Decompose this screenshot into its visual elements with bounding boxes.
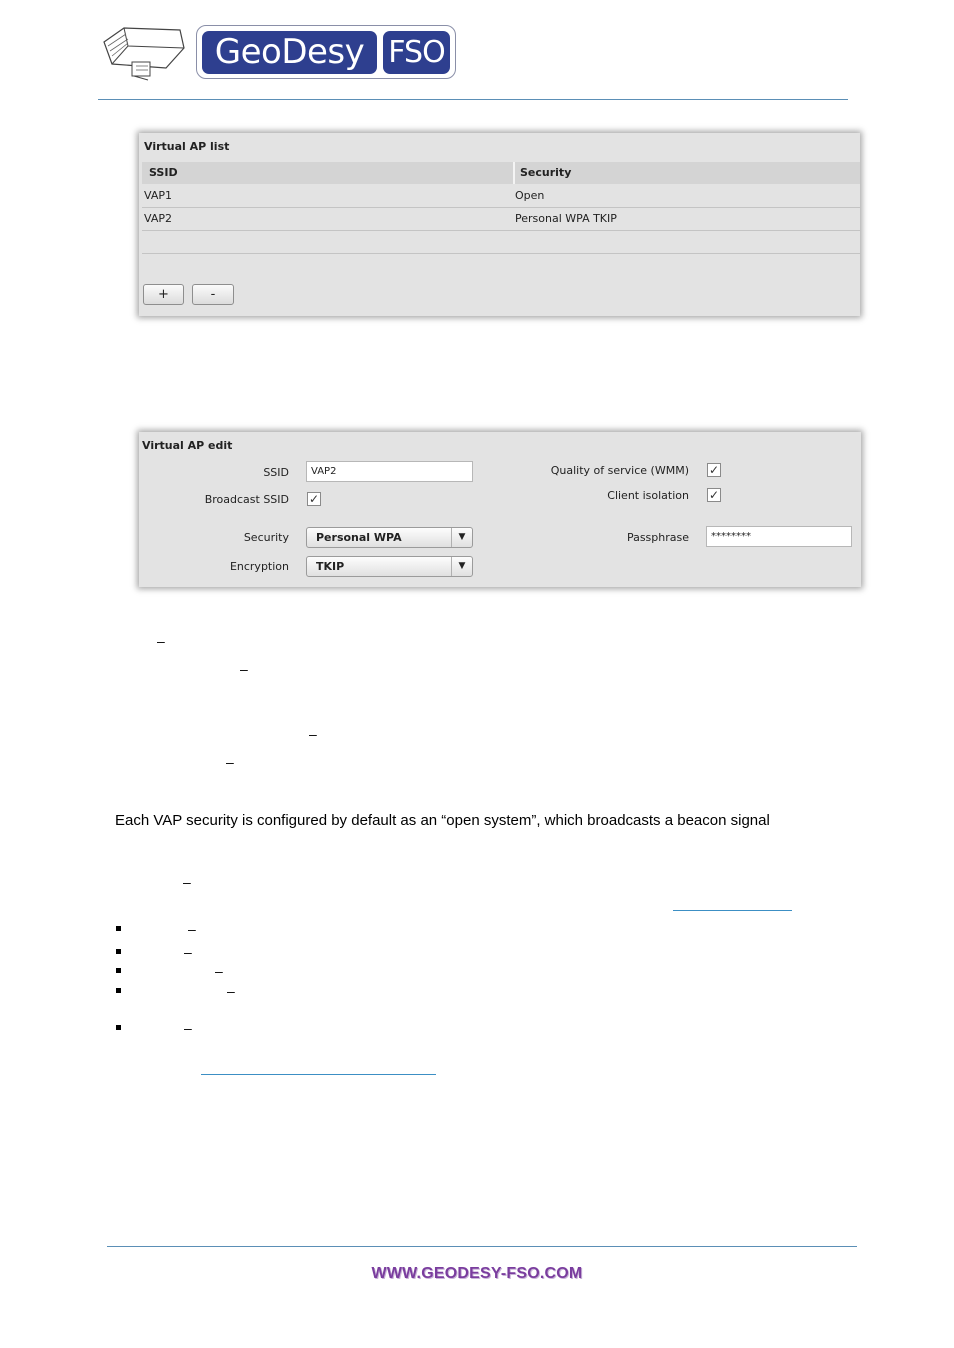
link-underline[interactable]: [201, 1074, 436, 1075]
security-select-value: Personal WPA: [316, 531, 402, 544]
panel-title: Virtual AP edit: [142, 439, 233, 452]
security-select[interactable]: [306, 527, 473, 548]
bullet-marker: [116, 949, 121, 954]
qos-label: Quality of service (WMM): [550, 464, 689, 477]
bullet-marker: [116, 968, 121, 973]
ssid-input[interactable]: VAP2: [306, 461, 473, 482]
security-label: Security: [243, 531, 289, 544]
dash-mark: –: [157, 633, 165, 649]
encryption-select-value: TKIP: [316, 560, 345, 573]
chevron-down-icon: ▼: [451, 528, 472, 547]
client-isolation-checkbox[interactable]: ✓: [708, 488, 720, 502]
ssid-label: SSID: [263, 466, 289, 479]
dash-mark: –: [183, 874, 191, 890]
dash-mark: –: [188, 921, 196, 937]
column-header-ssid[interactable]: SSID: [149, 166, 178, 179]
qos-checkbox[interactable]: ✓: [708, 463, 720, 477]
remove-vap-button[interactable]: -: [192, 284, 234, 305]
bullet-marker: [116, 926, 121, 931]
dash-mark: –: [184, 944, 192, 960]
camera-housing-icon: [102, 24, 186, 82]
client-isolation-label: Client isolation: [607, 489, 689, 502]
dash-mark: –: [215, 963, 223, 979]
virtual-ap-list-panel: [139, 133, 860, 316]
table-row[interactable]: [142, 208, 860, 231]
footer-website-link[interactable]: WWW.GEODESY-FSO.COM: [371, 1265, 583, 1282]
broadcast-ssid-label: Broadcast SSID: [204, 493, 289, 506]
header-divider: [98, 99, 848, 100]
link-underline[interactable]: [673, 910, 792, 911]
logo-badge: FSO: [383, 31, 450, 74]
dash-mark: –: [227, 983, 235, 999]
dash-mark: –: [240, 661, 248, 677]
encryption-label: Encryption: [229, 560, 289, 573]
body-paragraph: Each VAP security is configured by default as an “open system”, which broadcasts a beacon signal: [115, 812, 770, 829]
encryption-select[interactable]: [306, 556, 473, 577]
column-divider: [513, 162, 515, 184]
chevron-down-icon: ▼: [451, 557, 472, 576]
row-security: Personal WPA TKIP: [515, 212, 617, 225]
bullet-marker: [116, 988, 121, 993]
footer-divider: [107, 1246, 857, 1247]
dash-mark: –: [184, 1020, 192, 1036]
row-security: Open: [515, 189, 545, 202]
row-ssid: VAP1: [144, 189, 172, 202]
broadcast-ssid-checkbox[interactable]: ✓: [308, 492, 320, 506]
column-header-security[interactable]: Security: [520, 166, 572, 179]
dash-mark: –: [309, 726, 317, 742]
add-vap-button[interactable]: +: [143, 284, 184, 305]
passphrase-input[interactable]: ********: [706, 526, 852, 547]
passphrase-label: Passphrase: [626, 531, 689, 544]
bullet-marker: [116, 1025, 121, 1030]
dash-mark: –: [226, 754, 234, 770]
logo-word: GeoDesy: [202, 31, 377, 74]
row-ssid: VAP2: [144, 212, 172, 225]
empty-table-row: [142, 231, 860, 254]
virtual-ap-edit-panel: [139, 432, 861, 587]
geodesy-fso-logo: [196, 25, 456, 79]
table-header: [142, 162, 860, 184]
table-row[interactable]: [142, 185, 860, 208]
panel-title: Virtual AP list: [144, 140, 230, 153]
